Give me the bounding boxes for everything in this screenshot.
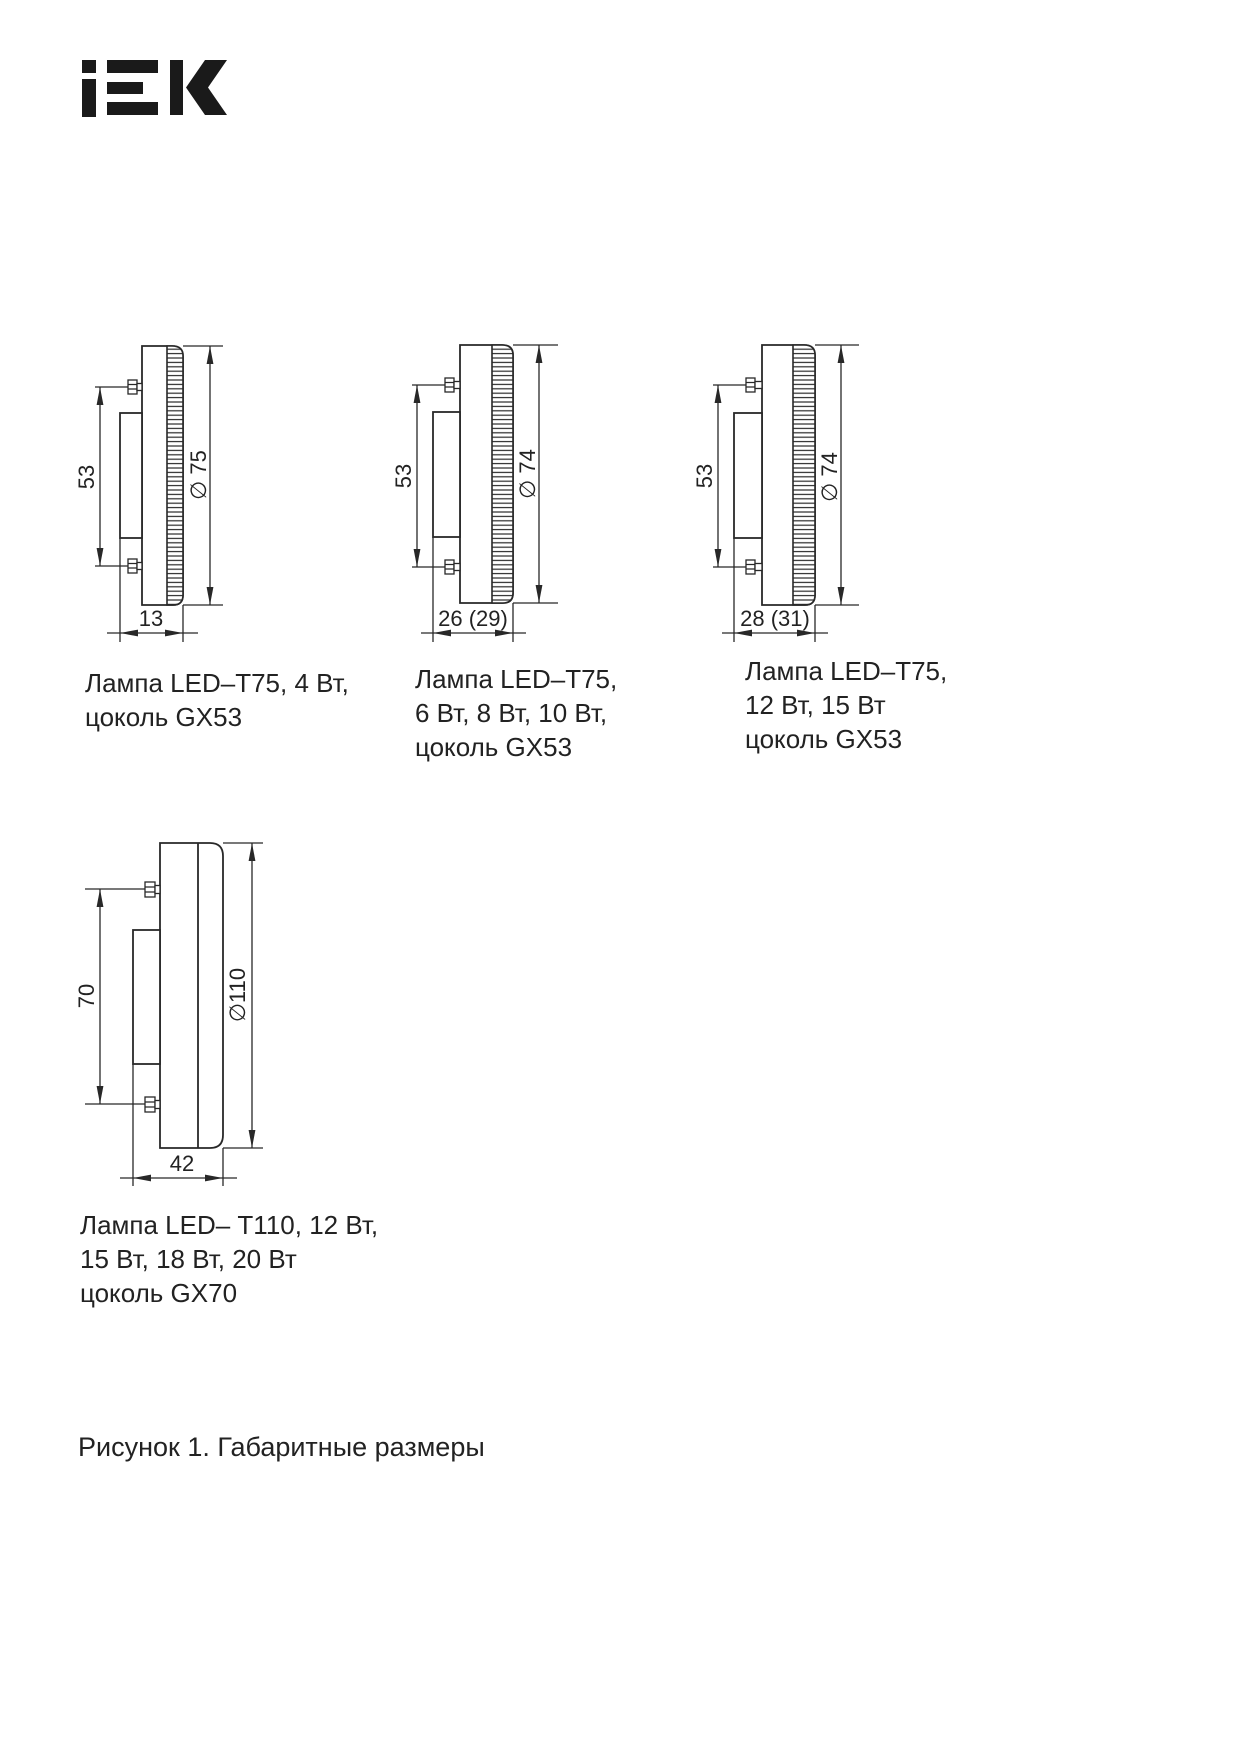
dim-label-depth: 26 (29) xyxy=(438,606,508,631)
caption-line: 15 Вт, 18 Вт, 20 Вт xyxy=(80,1244,297,1274)
dimension-drawing-lamp-t75-12-15w xyxy=(690,335,880,660)
dim-label-diameter: ∅ 74 xyxy=(515,449,540,499)
caption-line: цоколь GX53 xyxy=(85,702,243,732)
caption-lamp-t75-4w xyxy=(85,666,385,734)
lamp-body-outline xyxy=(160,843,223,1148)
logo-e-mid-bar xyxy=(107,82,143,94)
dim-label-pin-spacing: 53 xyxy=(391,463,416,489)
contact-pin-bottom xyxy=(145,1097,160,1112)
logo-i-bar xyxy=(82,79,96,117)
dim-label-depth: 28 (31) xyxy=(740,606,810,631)
dim-label-depth: 42 xyxy=(169,1151,195,1176)
knurled-edge xyxy=(492,345,513,603)
lamp-base-cap xyxy=(120,413,142,538)
caption-line: цоколь GX53 xyxy=(415,732,573,762)
dim-label-diameter: ∅ 74 xyxy=(817,452,842,502)
caption-line: 6 Вт, 8 Вт, 10 Вт, xyxy=(415,698,608,728)
caption-line: Лампа LED–T75, xyxy=(415,664,618,694)
lamp-base-cap xyxy=(734,413,762,538)
contact-pin-bottom xyxy=(746,560,762,574)
dimension-drawing-lamp-t75-4w xyxy=(70,335,240,660)
caption-line: Лампа LED–T75, 4 Вт, xyxy=(85,668,349,698)
caption-lamp-t75-6-8-10w xyxy=(415,662,715,764)
dim-label-pin-spacing: 70 xyxy=(74,983,99,1009)
dim-label-diameter: ∅ 75 xyxy=(186,450,211,500)
contact-pin-top xyxy=(746,378,762,392)
lamp-base-cap xyxy=(133,930,160,1064)
dim-label-diameter: ∅110 xyxy=(225,967,250,1023)
contact-pin-bottom xyxy=(445,560,460,574)
contact-pin-top xyxy=(445,378,460,392)
dimension-drawing-lamp-t75-6-8-10w xyxy=(385,335,575,660)
caption-line: цоколь GX70 xyxy=(80,1278,238,1308)
iek-logo xyxy=(80,55,230,120)
dim-label-pin-spacing: 53 xyxy=(692,463,717,489)
caption-lamp-t75-12-15w xyxy=(745,654,1045,756)
logo-e-top-bar xyxy=(107,60,158,73)
caption-line: цоколь GX53 xyxy=(745,724,903,754)
figure-caption: Рисунок 1. Габаритные размеры xyxy=(78,1432,485,1462)
dim-label-pin-spacing: 53 xyxy=(74,464,99,490)
dimension-drawing-lamp-t110 xyxy=(70,800,280,1200)
contact-pin-top xyxy=(145,882,160,897)
dim-label-depth: 13 xyxy=(138,606,164,631)
logo-k-bar xyxy=(170,60,183,115)
knurled-edge xyxy=(793,345,815,605)
logo-i-dot xyxy=(82,60,96,73)
contact-pin-top xyxy=(128,380,142,394)
contact-pin-bottom xyxy=(128,559,142,573)
caption-line: 12 Вт, 15 Вт xyxy=(745,690,886,720)
caption-line: Лампа LED– Т110, 12 Вт, xyxy=(80,1210,379,1240)
lamp-base-cap xyxy=(433,412,460,537)
logo-e-bottom-bar xyxy=(107,102,158,115)
logo-k-chevron xyxy=(186,60,227,115)
caption-line: Лампа LED–T75, xyxy=(745,656,948,686)
knurled-edge xyxy=(167,346,183,605)
caption-lamp-t110 xyxy=(80,1208,420,1310)
